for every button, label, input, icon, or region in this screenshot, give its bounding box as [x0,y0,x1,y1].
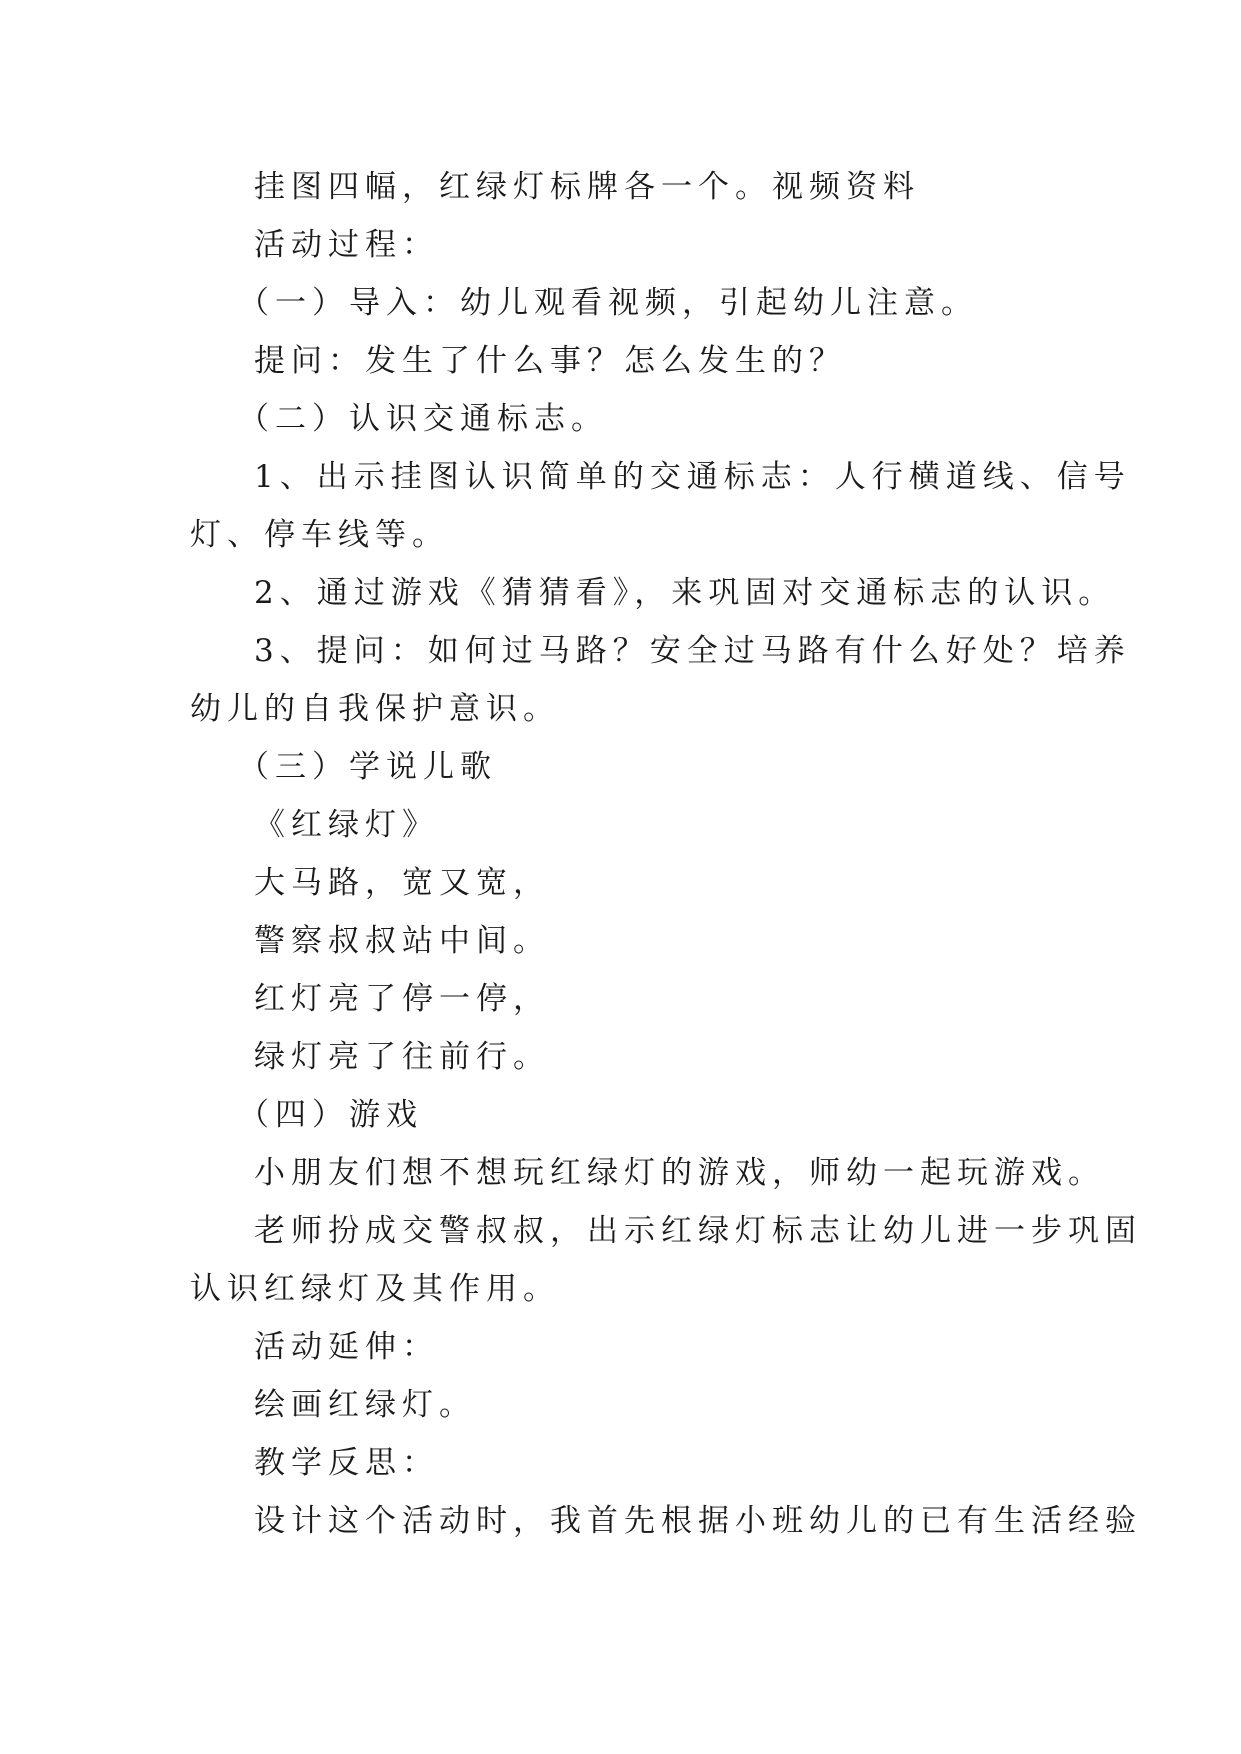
paragraph-line: 1、出示挂图认识简单的交通标志：人行横道线、信号 [254,459,1131,495]
poem-line: 绿灯亮了往前行。 [254,1039,550,1075]
subsection-heading: （一）导入：幼儿观看视频，引起幼儿注意。 [238,285,978,321]
section-heading: 活动过程： [254,227,439,263]
paragraph-line: 设计这个活动时，我首先根据小班幼儿的已有生活经验 [254,1503,1142,1539]
poem-line: 红灯亮了停一停， [254,981,550,1017]
paragraph-line: 2、通过游戏《猜猜看》，来巩固对交通标志的认识。 [254,575,1116,611]
subsection-heading: （四）游戏 [238,1097,423,1133]
paragraph-line: 绘画红绿灯。 [254,1387,476,1423]
paragraph-line: 提问：发生了什么事？怎么发生的？ [254,343,846,379]
subsection-heading: （二）认识交通标志。 [238,401,608,437]
paragraph-line: 小朋友们想不想玩红绿灯的游戏，师幼一起玩游戏。 [254,1155,1105,1191]
paragraph-line: 认识红绿灯及其作用。 [190,1271,560,1307]
paragraph-line: 幼儿的自我保护意识。 [190,691,560,727]
section-heading: 教学反思： [254,1445,439,1481]
section-heading: 活动延伸： [254,1329,439,1365]
paragraph-line: 3、提问：如何过马路？安全过马路有什么好处？培养 [254,633,1131,669]
paragraph-line: 老师扮成交警叔叔，出示红绿灯标志让幼儿进一步巩固 [254,1213,1142,1249]
poem-line: 警察叔叔站中间。 [254,923,550,959]
document-body [190,158,1142,1550]
poem-line: 大马路，宽又宽， [254,865,550,901]
paragraph-line: 挂图四幅，红绿灯标牌各一个。视频资料 [254,169,920,205]
paragraph-line: 灯、停车线等。 [190,517,449,553]
poem-title: 《红绿灯》 [254,807,439,843]
subsection-heading: （三）学说儿歌 [238,749,497,785]
